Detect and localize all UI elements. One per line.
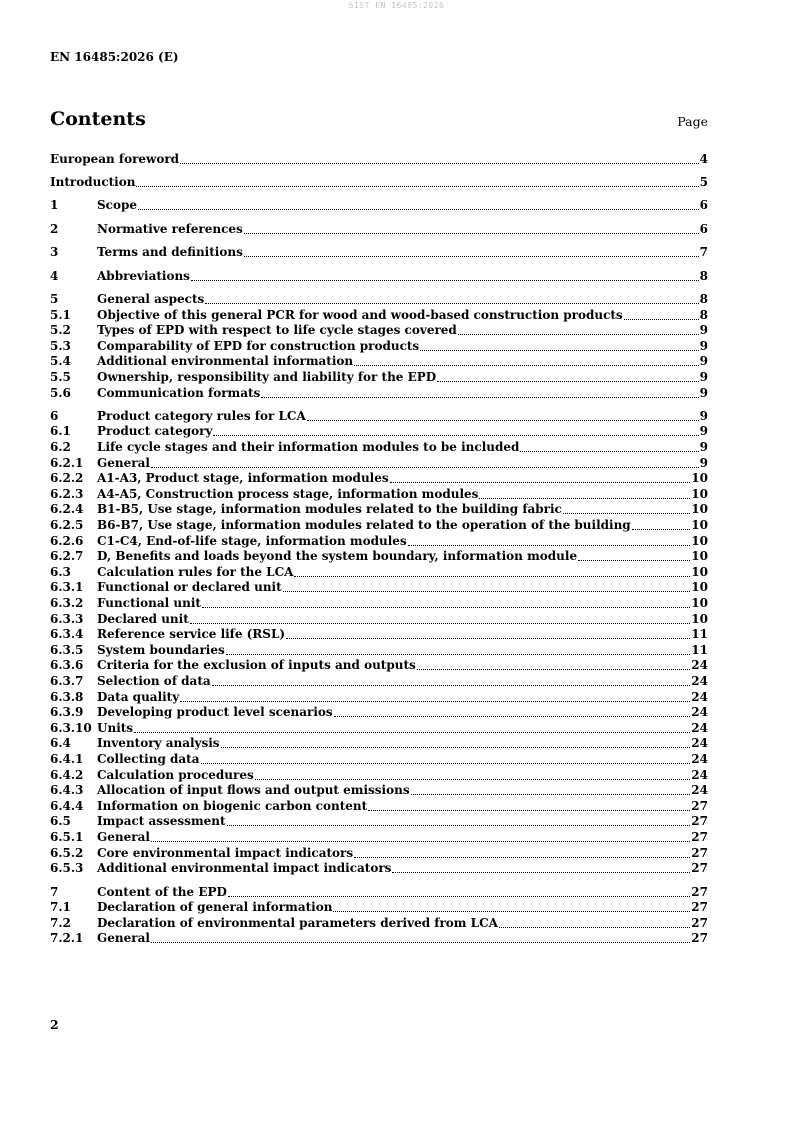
toc-entry-number: 6.2.3 (50, 486, 84, 501)
dot-leader (136, 186, 698, 187)
toc-entry-title: Information on biogenic carbon content (97, 798, 368, 813)
toc-entry-page: 9 (699, 369, 708, 384)
toc-entry-page: 24 (691, 689, 708, 704)
toc-entry-number: 6.3.5 (50, 642, 84, 657)
toc-entry-page: 10 (691, 502, 708, 517)
toc-entry-page: 10 (691, 549, 708, 564)
toc-entry-title: Life cycle stages and their information modules to be included (97, 440, 520, 455)
toc-entry-number: 6.3 (50, 564, 71, 579)
toc-entry[interactable] (50, 502, 708, 518)
toc-entry-title: General (97, 455, 150, 470)
toc-entry-number: 6.2.5 (50, 518, 84, 533)
toc-entry[interactable] (50, 642, 708, 658)
toc-entry-number: 2 (50, 221, 59, 236)
contents-heading: Contents (50, 108, 146, 130)
toc-entry[interactable] (50, 424, 708, 440)
toc-entry-page: 9 (699, 424, 708, 439)
toc-entry-number: 6.2 (50, 440, 71, 455)
toc-entry-page: 10 (691, 611, 708, 626)
toc-entry[interactable] (50, 291, 708, 307)
toc-entry-number: 6.3.2 (50, 596, 84, 611)
dot-leader (368, 810, 690, 811)
toc-entry[interactable] (50, 198, 708, 214)
toc-entry-title: Functional or declared unit (97, 580, 282, 595)
toc-entry[interactable] (50, 627, 708, 643)
toc-entry-page: 24 (691, 673, 708, 688)
toc-entry-page: 24 (691, 736, 708, 751)
toc-entry-page: 27 (691, 884, 708, 899)
toc-entry[interactable] (50, 767, 708, 783)
dot-leader (201, 763, 691, 764)
dot-leader (286, 638, 690, 639)
toc-entry-title: Declaration of environmental parameters derived from LCA (97, 915, 498, 930)
toc-entry-number: 6.2.2 (50, 471, 84, 486)
toc-entry-page: 10 (691, 533, 708, 548)
toc-entry-page: 9 (699, 354, 708, 369)
toc-entry-page: 9 (699, 408, 708, 423)
toc-entry[interactable] (50, 658, 708, 674)
toc-entry[interactable] (50, 580, 708, 596)
toc-entry-title: Product category rules for LCA (97, 408, 306, 423)
dot-leader (212, 685, 691, 686)
toc-entry-page: 9 (699, 323, 708, 338)
dot-leader (180, 701, 690, 702)
toc-entry-number: 6.2.7 (50, 549, 84, 564)
toc-entry-title: Data quality (97, 689, 180, 704)
toc-entry-number: 6.4.3 (50, 783, 84, 798)
toc-entry-number: 6.3.3 (50, 611, 84, 626)
toc-entry-number: 6.3.9 (50, 705, 84, 720)
toc-entry-number: 5.1 (50, 307, 71, 322)
toc-entry-number: 5.3 (50, 338, 71, 353)
toc-entry-page: 27 (691, 900, 708, 915)
dot-leader (390, 482, 691, 483)
toc-entry-title: Calculation procedures (97, 767, 254, 782)
toc-entry-title: Normative references (97, 221, 243, 236)
toc-entry-title: Types of EPD with respect to life cycle stages covered (97, 323, 457, 338)
toc-entry-title: Introduction (50, 174, 136, 189)
toc-entry-number: 6.4.4 (50, 798, 84, 813)
toc-entry-page: 27 (691, 861, 708, 876)
toc-entry-number: 6.3.8 (50, 689, 84, 704)
toc-entry-page: 27 (691, 798, 708, 813)
toc-entry-number: 6.4.1 (50, 751, 84, 766)
dot-leader (226, 654, 691, 655)
dot-leader (499, 927, 690, 928)
toc-entry-number: 3 (50, 245, 59, 260)
toc-entry-page: 27 (691, 931, 708, 946)
toc-entry-page: 4 (699, 151, 708, 166)
toc-entry[interactable] (50, 736, 708, 752)
toc-entry-number: 6.5 (50, 814, 71, 829)
toc-entry-page: 9 (699, 440, 708, 455)
toc-entry[interactable] (50, 408, 708, 424)
dot-leader (520, 451, 698, 452)
toc-entry-number: 6.4.2 (50, 767, 84, 782)
toc-entry-title: A4-A5, Construction process stage, information modules (97, 486, 479, 501)
toc-entry-title: C1-C4, End-of-life stage, information modules (97, 533, 407, 548)
toc-entry-page: 10 (691, 471, 708, 486)
toc-entry-number: 6.3.1 (50, 580, 84, 595)
toc-entry-page: 24 (691, 767, 708, 782)
table-of-contents (50, 151, 708, 946)
dot-leader (354, 365, 699, 366)
dot-leader (392, 872, 690, 873)
toc-entry-title: Core environmental impact indicators (97, 845, 354, 860)
dot-leader (632, 529, 691, 530)
dot-leader (244, 256, 699, 257)
toc-entry-page: 6 (699, 221, 708, 236)
toc-entry[interactable] (50, 829, 708, 845)
dot-leader (221, 747, 691, 748)
toc-entry-number: 1 (50, 198, 59, 213)
toc-entry[interactable] (50, 245, 708, 261)
dot-leader (563, 513, 690, 514)
toc-entry-number: 7.2.1 (50, 931, 84, 946)
page-column-label: Page (677, 114, 708, 129)
dot-leader (180, 163, 699, 164)
toc-entry-page: 24 (691, 720, 708, 735)
toc-entry-number: 7 (50, 884, 59, 899)
toc-entry-title: Objective of this general PCR for wood and wood-based construction products (97, 307, 623, 322)
toc-entry-title: Terms and definitions (97, 245, 243, 260)
toc-entry[interactable] (50, 174, 708, 190)
toc-entry[interactable] (50, 385, 708, 401)
toc-entry-number: 6.3.10 (50, 720, 92, 735)
toc-entry-title: Scope (97, 198, 138, 213)
toc-entry[interactable] (50, 595, 708, 611)
toc-entry[interactable] (50, 783, 708, 799)
toc-entry[interactable] (50, 705, 708, 721)
toc-entry-title: Criteria for the exclusion of inputs and outputs (97, 658, 416, 673)
toc-entry[interactable] (50, 814, 708, 830)
toc-entry-title: D, Benefits and loads beyond the system boundary, information module (97, 549, 578, 564)
toc-entry-number: 7.1 (50, 900, 71, 915)
toc-entry-number: 6.5.1 (50, 829, 84, 844)
toc-entry-number: 5.5 (50, 369, 71, 384)
toc-entry-title: General aspects (97, 291, 205, 306)
toc-entry-number: 6.4 (50, 736, 71, 751)
toc-entry-number: 6.5.3 (50, 861, 84, 876)
toc-entry[interactable] (50, 549, 708, 565)
toc-entry[interactable] (50, 151, 708, 167)
dot-leader (307, 420, 699, 421)
dot-leader (458, 334, 699, 335)
toc-entry-page: 24 (691, 751, 708, 766)
toc-entry-page: 10 (691, 486, 708, 501)
dot-leader (213, 435, 698, 436)
toc-entry-number: 6.3.4 (50, 627, 84, 642)
toc-entry[interactable] (50, 689, 708, 705)
dot-leader (417, 669, 691, 670)
toc-entry[interactable] (50, 611, 708, 627)
toc-entry-page: 11 (691, 627, 708, 642)
toc-entry[interactable] (50, 931, 708, 947)
toc-entry-number: 6 (50, 408, 59, 423)
toc-entry[interactable] (50, 338, 708, 354)
toc-entry[interactable] (50, 369, 708, 385)
watermark: SIST EN 16485:2026 (348, 1, 445, 10)
toc-entry-page: 10 (691, 580, 708, 595)
toc-entry-number: 6.2.1 (50, 455, 84, 470)
toc-entry[interactable] (50, 455, 708, 471)
toc-entry-page: 24 (691, 658, 708, 673)
toc-entry[interactable] (50, 439, 708, 455)
toc-entry-page: 9 (699, 338, 708, 353)
toc-entry[interactable] (50, 517, 708, 533)
toc-entry-title: Functional unit (97, 596, 201, 611)
toc-entry-number: 5.2 (50, 323, 71, 338)
toc-entry-title: Units (97, 720, 134, 735)
toc-entry-number: 4 (50, 268, 59, 283)
dot-leader (437, 381, 698, 382)
toc-entry-page: 27 (691, 814, 708, 829)
toc-entry-page: 8 (699, 268, 708, 283)
dot-leader (151, 942, 690, 943)
toc-entry-page: 27 (691, 845, 708, 860)
toc-entry-title: Declared unit (97, 611, 189, 626)
toc-entry-page: 10 (691, 596, 708, 611)
toc-entry[interactable] (50, 323, 708, 339)
dot-leader (294, 576, 690, 577)
toc-entry-title: Developing product level scenarios (97, 705, 333, 720)
dot-leader (138, 209, 699, 210)
toc-entry[interactable] (50, 307, 708, 323)
toc-entry[interactable] (50, 533, 708, 549)
toc-entry[interactable] (50, 861, 708, 877)
dot-leader (202, 607, 690, 608)
dot-leader (411, 794, 691, 795)
toc-entry-title: Additional environmental impact indicators (97, 861, 392, 876)
toc-entry-page: 9 (699, 455, 708, 470)
toc-entry-title: A1-A3, Product stage, information modules (97, 471, 389, 486)
toc-entry-title: B1-B5, Use stage, information modules related to the building fabric (97, 502, 562, 517)
toc-entry-title: European foreword (50, 151, 180, 166)
toc-entry-page: 8 (699, 307, 708, 322)
toc-entry-title: General (97, 829, 150, 844)
toc-entry-title: Reference service life (RSL) (97, 627, 286, 642)
toc-entry[interactable] (50, 486, 708, 502)
toc-entry-number: 6.5.2 (50, 845, 84, 860)
toc-entry-title: Collecting data (97, 751, 200, 766)
toc-entry-title: Allocation of input flows and output emissions (97, 783, 410, 798)
dot-leader (134, 732, 690, 733)
dot-leader (255, 779, 691, 780)
toc-entry-title: Abbreviations (97, 268, 190, 283)
toc-entry-page: 11 (691, 642, 708, 657)
toc-entry-title: Additional environmental information (97, 354, 354, 369)
toc-entry[interactable] (50, 798, 708, 814)
dot-leader (151, 841, 690, 842)
toc-entry-page: 6 (699, 198, 708, 213)
toc-entry-title: Inventory analysis (97, 736, 220, 751)
toc-entry-page: 24 (691, 783, 708, 798)
toc-entry-title: System boundaries (97, 642, 225, 657)
dot-leader (191, 280, 699, 281)
toc-entry[interactable] (50, 471, 708, 487)
toc-entry-page: 5 (699, 174, 708, 189)
toc-entry-page: 27 (691, 915, 708, 930)
dot-leader (205, 303, 698, 304)
toc-entry-number: 6.2.6 (50, 533, 84, 548)
toc-entry[interactable] (50, 884, 708, 900)
toc-entry-number: 6.1 (50, 424, 71, 439)
dot-leader (190, 623, 691, 624)
toc-entry-number: 6.2.4 (50, 502, 84, 517)
dot-leader (228, 896, 690, 897)
dot-leader (261, 397, 698, 398)
toc-entry-page: 8 (699, 291, 708, 306)
toc-entry-title: Communication formats (97, 385, 261, 400)
toc-entry[interactable] (50, 845, 708, 861)
toc-entry[interactable] (50, 673, 708, 689)
dot-leader (151, 467, 699, 468)
toc-entry-number: 6.3.6 (50, 658, 84, 673)
toc-entry[interactable] (50, 354, 708, 370)
dot-leader (420, 350, 698, 351)
dot-leader (408, 545, 691, 546)
toc-entry-number: 5 (50, 291, 59, 306)
toc-entry-number: 6.3.7 (50, 673, 84, 688)
dot-leader (479, 498, 690, 499)
toc-entry-number: 7.2 (50, 915, 71, 930)
toc-entry[interactable] (50, 751, 708, 767)
toc-entry-title: General (97, 931, 150, 946)
toc-entry-number: 5.4 (50, 354, 71, 369)
dot-leader (334, 716, 691, 717)
dot-leader (244, 233, 699, 234)
toc-entry[interactable] (50, 900, 708, 916)
toc-entry-title: Calculation rules for the LCA (97, 564, 294, 579)
toc-entry-page: 10 (691, 564, 708, 579)
toc-entry-page: 24 (691, 705, 708, 720)
dot-leader (283, 591, 691, 592)
toc-entry[interactable] (50, 720, 708, 736)
toc-entry[interactable] (50, 268, 708, 284)
toc-entry[interactable] (50, 221, 708, 237)
dot-leader (624, 319, 699, 320)
toc-entry-title: Content of the EPD (97, 884, 227, 899)
toc-entry-title: Product category (97, 424, 213, 439)
toc-entry-page: 7 (699, 245, 708, 260)
dot-leader (354, 857, 690, 858)
toc-entry-title: B6-B7, Use stage, information modules related to the operation of the building (97, 518, 631, 533)
toc-entry-page: 9 (699, 385, 708, 400)
toc-entry[interactable] (50, 915, 708, 931)
toc-entry-page: 10 (691, 518, 708, 533)
dot-leader (333, 911, 690, 912)
toc-entry-title: Selection of data (97, 673, 211, 688)
toc-entry-title: Ownership, responsibility and liability for the EPD (97, 369, 437, 384)
page-number: 2 (50, 1017, 59, 1032)
toc-entry[interactable] (50, 564, 708, 580)
toc-entry-number: 5.6 (50, 385, 71, 400)
dot-leader (578, 560, 690, 561)
toc-entry-title: Comparability of EPD for construction products (97, 338, 420, 353)
toc-entry-page: 27 (691, 829, 708, 844)
document-id: EN 16485:2026 (E) (50, 50, 179, 64)
toc-entry-title: Declaration of general information (97, 900, 333, 915)
toc-entry-title: Impact assessment (97, 814, 226, 829)
dot-leader (227, 825, 691, 826)
